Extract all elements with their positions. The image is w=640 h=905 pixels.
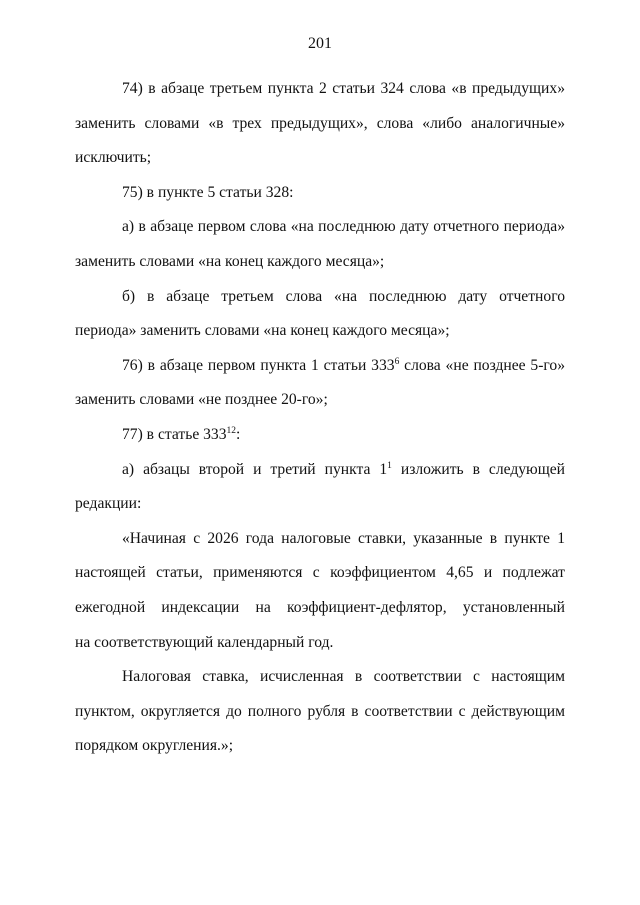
paragraph-76-text-start: 76) в абзаце первом пункта 1 статьи 333 [122, 356, 395, 374]
superscript-1: 1 [387, 460, 392, 471]
paragraph-75: 75) в пункте 5 статьи 328: [122, 183, 294, 201]
paragraph-77-a [75, 453, 565, 522]
paragraph-77-text-start: 77) в статье 333 [122, 425, 227, 443]
quoted-paragraph-1-tail: на соответствующий календарный год. [75, 633, 334, 651]
paragraph-75-b: б) в абзаце третьем слова «на последнюю дату отчетного периода» заменить словами «на конец каждого месяца»; [75, 287, 565, 340]
paragraph-76 [75, 349, 565, 418]
quoted-paragraph-2: Налоговая ставка, исчисленная в соответствии с настоящим пунктом, округляется до полного рубля в соответствии с действующим порядком округления.»; [75, 668, 565, 755]
paragraph-77-text-end: : [236, 425, 241, 443]
page-number: 201 [308, 35, 332, 52]
paragraph-76-text-end: слова «не позднее 5-го» заменить словами «не позднее 20-го»; [75, 356, 566, 409]
paragraph-77-a-text-end: изложить в следующей редакции: [75, 460, 565, 513]
quoted-paragraph-1: «Начиная с 2026 года налоговые ставки, указанные в пункте 1 настоящей статьи, применяются с коэффициентом 4,65 и подлежат ежегодной индексации на коэффициент-дефлятор, установленный [75, 529, 565, 616]
superscript-12: 12 [226, 425, 237, 436]
paragraph-77 [75, 418, 565, 453]
paragraph-74: 74) в абзаце третьем пункта 2 статьи 324 слова «в предыдущих» заменить словами «в трех предыдущих», слова «либо аналогичные» исключить; [75, 80, 565, 167]
document-body [75, 72, 565, 764]
paragraph-75-a: а) в абзаце первом слова «на последнюю дату отчетного периода» заменить словами «на конец каждого месяца»; [75, 218, 565, 270]
superscript-6: 6 [394, 356, 400, 367]
paragraph-77-a-text-start: а) абзацы второй и третий пункта 1 [122, 460, 388, 478]
